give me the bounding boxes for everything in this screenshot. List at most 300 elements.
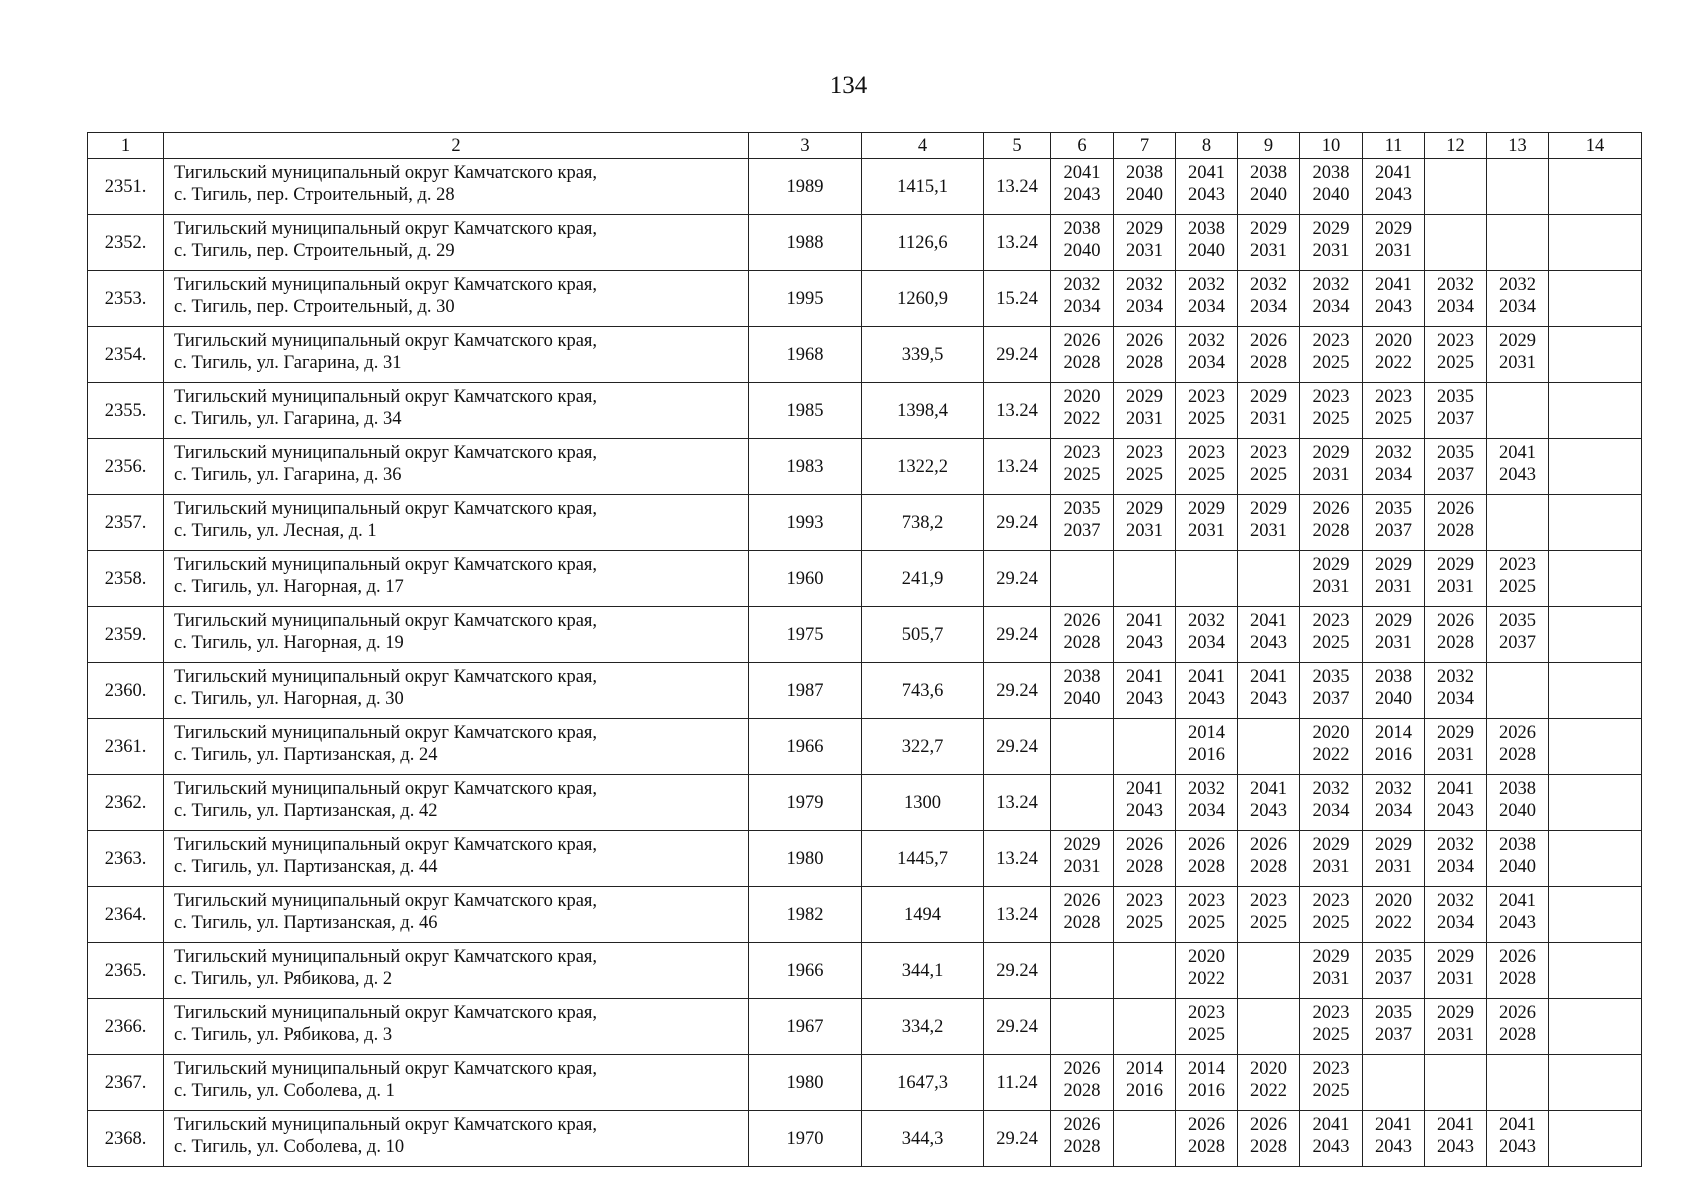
table-row bbox=[88, 1111, 1642, 1167]
row-number-cell: 2357. bbox=[88, 495, 164, 551]
code-cell: 29.24 bbox=[984, 607, 1051, 663]
work-period-cell bbox=[1300, 383, 1363, 439]
work-period-cell bbox=[1487, 439, 1549, 495]
period-start-year: 2029 bbox=[1250, 499, 1287, 519]
table-row bbox=[88, 775, 1642, 831]
address-line: с. Тигиль, ул. Соболева, д. 1 bbox=[174, 1081, 395, 1101]
work-period-cell bbox=[1176, 663, 1238, 719]
period-end-year: 2043 bbox=[1250, 633, 1287, 653]
code-cell: 29.24 bbox=[984, 1111, 1051, 1167]
work-period-cell bbox=[1238, 495, 1300, 551]
row-number-cell: 2359. bbox=[88, 607, 164, 663]
period-end-year: 2028 bbox=[1250, 1137, 1287, 1157]
period-end-year: 2028 bbox=[1063, 633, 1101, 653]
period-start-year: 2029 bbox=[1375, 555, 1412, 575]
table-row bbox=[88, 383, 1642, 439]
work-period-cell bbox=[1300, 607, 1363, 663]
address-line: с. Тигиль, пер. Строительный, д. 28 bbox=[174, 185, 455, 205]
period-start-year: 2026 bbox=[1063, 611, 1101, 631]
period-start-year: 2041 bbox=[1437, 1115, 1474, 1135]
period-end-year: 2034 bbox=[1188, 297, 1225, 317]
work-period-cell bbox=[1114, 999, 1176, 1055]
work-period-cell bbox=[1363, 327, 1425, 383]
work-period-cell bbox=[1114, 215, 1176, 271]
work-period-cell bbox=[1114, 495, 1176, 551]
period-start-year: 2038 bbox=[1312, 163, 1350, 183]
area-cell: 1260,9 bbox=[862, 271, 984, 327]
period-end-year: 2028 bbox=[1188, 857, 1225, 877]
period-start-year: 2026 bbox=[1499, 723, 1536, 743]
period-start-year: 2029 bbox=[1312, 835, 1350, 855]
work-period-cell bbox=[1051, 663, 1114, 719]
work-period-cell bbox=[1300, 1111, 1363, 1167]
period-start-year: 2032 bbox=[1188, 611, 1225, 631]
year-built-cell: 1970 bbox=[749, 1111, 862, 1167]
period-end-year: 2043 bbox=[1375, 1137, 1412, 1157]
period-start-year: 2035 bbox=[1063, 499, 1101, 519]
work-period-cell bbox=[1238, 327, 1300, 383]
work-period-cell bbox=[1051, 159, 1114, 215]
row-number-cell: 2367. bbox=[88, 1055, 164, 1111]
year-built-cell: 1985 bbox=[749, 383, 862, 439]
work-period-cell bbox=[1549, 943, 1642, 999]
code-cell: 29.24 bbox=[984, 495, 1051, 551]
work-period-cell bbox=[1425, 1055, 1487, 1111]
row-number-cell: 2354. bbox=[88, 327, 164, 383]
year-built-cell: 1980 bbox=[749, 1055, 862, 1111]
column-header-4: 4 bbox=[862, 133, 984, 159]
period-end-year: 2031 bbox=[1312, 577, 1350, 597]
period-end-year: 2022 bbox=[1312, 745, 1350, 765]
address-line: Тигильский муниципальный округ Камчатского края, bbox=[174, 331, 598, 351]
period-end-year: 2037 bbox=[1375, 521, 1412, 541]
period-start-year: 2032 bbox=[1437, 667, 1474, 687]
table-row bbox=[88, 551, 1642, 607]
work-period-cell bbox=[1363, 775, 1425, 831]
work-period-cell bbox=[1238, 551, 1300, 607]
period-end-year: 2043 bbox=[1250, 801, 1287, 821]
period-start-year: 2038 bbox=[1499, 835, 1536, 855]
period-start-year: 2032 bbox=[1375, 443, 1412, 463]
year-built-cell: 1988 bbox=[749, 215, 862, 271]
period-start-year: 2026 bbox=[1250, 331, 1287, 351]
work-period-cell bbox=[1051, 775, 1114, 831]
work-period-cell bbox=[1300, 775, 1363, 831]
column-header-12: 12 bbox=[1425, 133, 1487, 159]
period-start-year: 2023 bbox=[1312, 1003, 1350, 1023]
period-end-year: 2040 bbox=[1250, 185, 1287, 205]
work-period-cell bbox=[1363, 495, 1425, 551]
period-end-year: 2028 bbox=[1126, 857, 1163, 877]
period-end-year: 2043 bbox=[1437, 801, 1474, 821]
work-period-cell bbox=[1051, 439, 1114, 495]
area-cell: 241,9 bbox=[862, 551, 984, 607]
period-end-year: 2037 bbox=[1312, 689, 1350, 709]
code-cell: 13.24 bbox=[984, 215, 1051, 271]
period-end-year: 2028 bbox=[1499, 969, 1536, 989]
column-header-11: 11 bbox=[1363, 133, 1425, 159]
address-cell bbox=[164, 943, 749, 999]
work-period-cell bbox=[1051, 551, 1114, 607]
work-period-cell bbox=[1176, 327, 1238, 383]
address-cell bbox=[164, 495, 749, 551]
period-end-year: 2031 bbox=[1375, 857, 1412, 877]
column-header-5: 5 bbox=[984, 133, 1051, 159]
address-line: Тигильский муниципальный округ Камчатского края, bbox=[174, 723, 598, 743]
period-end-year: 2043 bbox=[1126, 689, 1163, 709]
period-start-year: 2026 bbox=[1063, 1115, 1101, 1135]
work-period-cell bbox=[1238, 215, 1300, 271]
address-line: Тигильский муниципальный округ Камчатского края, bbox=[174, 1003, 598, 1023]
work-period-cell bbox=[1238, 607, 1300, 663]
work-period-cell bbox=[1363, 439, 1425, 495]
address-cell bbox=[164, 775, 749, 831]
period-end-year: 2037 bbox=[1437, 409, 1474, 429]
code-cell: 13.24 bbox=[984, 439, 1051, 495]
period-end-year: 2031 bbox=[1250, 521, 1287, 541]
period-start-year: 2041 bbox=[1499, 443, 1536, 463]
area-cell: 1398,4 bbox=[862, 383, 984, 439]
period-start-year: 2023 bbox=[1437, 331, 1474, 351]
year-built-cell: 1975 bbox=[749, 607, 862, 663]
work-period-cell bbox=[1425, 999, 1487, 1055]
code-cell: 29.24 bbox=[984, 719, 1051, 775]
period-start-year: 2020 bbox=[1250, 1059, 1287, 1079]
period-end-year: 2034 bbox=[1250, 297, 1287, 317]
row-number-cell: 2353. bbox=[88, 271, 164, 327]
address-line: с. Тигиль, пер. Строительный, д. 29 bbox=[174, 241, 455, 261]
period-start-year: 2029 bbox=[1375, 219, 1412, 239]
period-end-year: 2025 bbox=[1126, 465, 1163, 485]
work-period-cell bbox=[1051, 383, 1114, 439]
period-start-year: 2038 bbox=[1375, 667, 1412, 687]
period-start-year: 2038 bbox=[1250, 163, 1287, 183]
period-start-year: 2026 bbox=[1437, 611, 1474, 631]
address-line: с. Тигиль, ул. Гагарина, д. 36 bbox=[174, 465, 402, 485]
work-period-cell bbox=[1238, 887, 1300, 943]
period-start-year: 2023 bbox=[1312, 611, 1350, 631]
table-row bbox=[88, 663, 1642, 719]
period-start-year: 2014 bbox=[1126, 1059, 1163, 1079]
work-period-cell bbox=[1300, 887, 1363, 943]
address-line: Тигильский муниципальный округ Камчатского края, bbox=[174, 1115, 598, 1135]
period-end-year: 2034 bbox=[1375, 465, 1412, 485]
period-start-year: 2026 bbox=[1250, 835, 1287, 855]
period-start-year: 2038 bbox=[1063, 667, 1101, 687]
work-period-cell bbox=[1300, 439, 1363, 495]
period-end-year: 2022 bbox=[1375, 353, 1412, 373]
work-period-cell bbox=[1238, 775, 1300, 831]
period-end-year: 2022 bbox=[1063, 409, 1101, 429]
area-cell: 322,7 bbox=[862, 719, 984, 775]
address-line: Тигильский муниципальный округ Камчатского края, bbox=[174, 499, 598, 519]
period-start-year: 2014 bbox=[1188, 723, 1225, 743]
address-line: Тигильский муниципальный округ Камчатского края, bbox=[174, 891, 598, 911]
period-start-year: 2032 bbox=[1312, 275, 1350, 295]
work-period-cell bbox=[1363, 719, 1425, 775]
work-period-cell bbox=[1300, 271, 1363, 327]
row-number-cell: 2360. bbox=[88, 663, 164, 719]
work-period-cell bbox=[1300, 999, 1363, 1055]
work-period-cell bbox=[1114, 439, 1176, 495]
period-end-year: 2031 bbox=[1499, 353, 1536, 373]
period-end-year: 2037 bbox=[1499, 633, 1536, 653]
table-row bbox=[88, 607, 1642, 663]
period-end-year: 2031 bbox=[1126, 241, 1163, 261]
work-period-cell bbox=[1176, 775, 1238, 831]
address-line: Тигильский муниципальный округ Камчатского края, bbox=[174, 667, 598, 687]
period-end-year: 2043 bbox=[1375, 297, 1412, 317]
year-built-cell: 1983 bbox=[749, 439, 862, 495]
work-period-cell bbox=[1487, 1055, 1549, 1111]
period-end-year: 2028 bbox=[1126, 353, 1163, 373]
work-period-cell bbox=[1300, 719, 1363, 775]
column-header-13: 13 bbox=[1487, 133, 1549, 159]
row-number-cell: 2363. bbox=[88, 831, 164, 887]
period-start-year: 2023 bbox=[1188, 443, 1225, 463]
area-cell: 339,5 bbox=[862, 327, 984, 383]
work-period-cell bbox=[1425, 383, 1487, 439]
header-row bbox=[88, 133, 1642, 159]
work-period-cell bbox=[1238, 831, 1300, 887]
period-end-year: 2028 bbox=[1063, 1137, 1101, 1157]
address-cell bbox=[164, 719, 749, 775]
period-start-year: 2020 bbox=[1063, 387, 1101, 407]
area-cell: 738,2 bbox=[862, 495, 984, 551]
period-start-year: 2014 bbox=[1375, 723, 1412, 743]
work-period-cell bbox=[1363, 159, 1425, 215]
row-number-cell: 2351. bbox=[88, 159, 164, 215]
work-period-cell bbox=[1176, 943, 1238, 999]
period-end-year: 2025 bbox=[1188, 1025, 1225, 1045]
period-end-year: 2043 bbox=[1312, 1137, 1350, 1157]
work-period-cell bbox=[1363, 943, 1425, 999]
work-period-cell bbox=[1363, 663, 1425, 719]
address-line: Тигильский муниципальный округ Камчатского края, bbox=[174, 219, 598, 239]
work-period-cell bbox=[1425, 775, 1487, 831]
work-period-cell bbox=[1487, 831, 1549, 887]
address-line: с. Тигиль, ул. Партизанская, д. 24 bbox=[174, 745, 438, 765]
period-start-year: 2035 bbox=[1375, 947, 1412, 967]
period-start-year: 2041 bbox=[1499, 891, 1536, 911]
area-cell: 334,2 bbox=[862, 999, 984, 1055]
year-built-cell: 1980 bbox=[749, 831, 862, 887]
work-period-cell bbox=[1238, 719, 1300, 775]
period-end-year: 2040 bbox=[1499, 857, 1536, 877]
period-start-year: 2032 bbox=[1375, 779, 1412, 799]
period-start-year: 2026 bbox=[1063, 331, 1101, 351]
area-cell: 1647,3 bbox=[862, 1055, 984, 1111]
work-period-cell bbox=[1114, 159, 1176, 215]
period-end-year: 2022 bbox=[1375, 913, 1412, 933]
period-end-year: 2031 bbox=[1437, 969, 1474, 989]
address-cell bbox=[164, 215, 749, 271]
table-row bbox=[88, 215, 1642, 271]
period-end-year: 2040 bbox=[1375, 689, 1412, 709]
work-period-cell bbox=[1176, 159, 1238, 215]
work-period-cell bbox=[1363, 271, 1425, 327]
area-cell: 743,6 bbox=[862, 663, 984, 719]
period-end-year: 2034 bbox=[1437, 689, 1474, 709]
period-end-year: 2025 bbox=[1312, 409, 1350, 429]
period-end-year: 2040 bbox=[1063, 689, 1101, 709]
area-cell: 505,7 bbox=[862, 607, 984, 663]
period-end-year: 2031 bbox=[1126, 521, 1163, 541]
work-period-cell bbox=[1363, 1111, 1425, 1167]
work-period-cell bbox=[1363, 383, 1425, 439]
period-end-year: 2043 bbox=[1126, 633, 1163, 653]
period-start-year: 2020 bbox=[1188, 947, 1225, 967]
period-start-year: 2026 bbox=[1437, 499, 1474, 519]
code-cell: 13.24 bbox=[984, 383, 1051, 439]
work-period-cell bbox=[1300, 943, 1363, 999]
work-period-cell bbox=[1051, 719, 1114, 775]
table-row bbox=[88, 831, 1642, 887]
period-start-year: 2026 bbox=[1312, 499, 1350, 519]
period-end-year: 2025 bbox=[1312, 1081, 1350, 1101]
period-end-year: 2031 bbox=[1312, 857, 1350, 877]
address-line: с. Тигиль, ул. Гагарина, д. 34 bbox=[174, 409, 402, 429]
period-start-year: 2029 bbox=[1437, 947, 1474, 967]
year-built-cell: 1987 bbox=[749, 663, 862, 719]
work-period-cell bbox=[1051, 215, 1114, 271]
period-end-year: 2040 bbox=[1188, 241, 1225, 261]
work-period-cell bbox=[1300, 159, 1363, 215]
address-line: с. Тигиль, ул. Рябикова, д. 2 bbox=[174, 969, 393, 989]
period-start-year: 2035 bbox=[1499, 611, 1536, 631]
period-end-year: 2043 bbox=[1126, 801, 1163, 821]
period-end-year: 2031 bbox=[1375, 241, 1412, 261]
period-start-year: 2041 bbox=[1375, 275, 1412, 295]
work-period-cell bbox=[1363, 607, 1425, 663]
address-line: с. Тигиль, ул. Партизанская, д. 46 bbox=[174, 913, 438, 933]
period-start-year: 2029 bbox=[1126, 387, 1163, 407]
work-period-cell bbox=[1425, 159, 1487, 215]
work-period-cell bbox=[1425, 1111, 1487, 1167]
period-end-year: 2040 bbox=[1499, 801, 1536, 821]
address-line: Тигильский муниципальный округ Камчатского края, bbox=[174, 1059, 598, 1079]
work-period-cell bbox=[1300, 495, 1363, 551]
work-period-cell bbox=[1114, 831, 1176, 887]
period-end-year: 2037 bbox=[1375, 1025, 1412, 1045]
work-period-cell bbox=[1549, 159, 1642, 215]
work-period-cell bbox=[1487, 271, 1549, 327]
period-end-year: 2028 bbox=[1499, 1025, 1536, 1045]
year-built-cell: 1979 bbox=[749, 775, 862, 831]
work-period-cell bbox=[1363, 1055, 1425, 1111]
period-start-year: 2029 bbox=[1375, 611, 1412, 631]
period-end-year: 2031 bbox=[1312, 241, 1350, 261]
work-period-cell bbox=[1176, 887, 1238, 943]
address-line: Тигильский муниципальный округ Камчатского края, bbox=[174, 275, 598, 295]
table-row bbox=[88, 943, 1642, 999]
period-start-year: 2023 bbox=[1499, 555, 1536, 575]
work-period-cell bbox=[1487, 1111, 1549, 1167]
work-period-cell bbox=[1051, 607, 1114, 663]
period-start-year: 2029 bbox=[1126, 219, 1163, 239]
period-start-year: 2032 bbox=[1188, 779, 1225, 799]
period-end-year: 2028 bbox=[1499, 745, 1536, 765]
period-end-year: 2025 bbox=[1250, 913, 1287, 933]
period-end-year: 2025 bbox=[1063, 465, 1101, 485]
code-cell: 13.24 bbox=[984, 887, 1051, 943]
period-start-year: 2035 bbox=[1375, 1003, 1412, 1023]
period-end-year: 2031 bbox=[1437, 1025, 1474, 1045]
work-period-cell bbox=[1487, 495, 1549, 551]
period-end-year: 2031 bbox=[1063, 857, 1101, 877]
period-start-year: 2023 bbox=[1312, 331, 1350, 351]
page-number: 134 bbox=[829, 72, 868, 99]
work-period-cell bbox=[1238, 159, 1300, 215]
period-start-year: 2026 bbox=[1126, 331, 1163, 351]
period-end-year: 2025 bbox=[1437, 353, 1474, 373]
work-period-cell bbox=[1176, 607, 1238, 663]
period-end-year: 2025 bbox=[1375, 409, 1412, 429]
work-period-cell bbox=[1487, 887, 1549, 943]
period-end-year: 2025 bbox=[1188, 409, 1225, 429]
code-cell: 13.24 bbox=[984, 775, 1051, 831]
period-start-year: 2029 bbox=[1312, 443, 1350, 463]
work-period-cell bbox=[1549, 831, 1642, 887]
period-start-year: 2035 bbox=[1312, 667, 1350, 687]
period-end-year: 2028 bbox=[1250, 353, 1287, 373]
code-cell: 29.24 bbox=[984, 663, 1051, 719]
work-period-cell bbox=[1238, 271, 1300, 327]
work-period-cell bbox=[1425, 271, 1487, 327]
address-line: с. Тигиль, пер. Строительный, д. 30 bbox=[174, 297, 455, 317]
address-line: с. Тигиль, ул. Партизанская, д. 44 bbox=[174, 857, 438, 877]
period-start-year: 2029 bbox=[1437, 723, 1474, 743]
period-end-year: 2034 bbox=[1312, 801, 1350, 821]
period-start-year: 2023 bbox=[1188, 387, 1225, 407]
code-cell: 13.24 bbox=[984, 159, 1051, 215]
period-end-year: 2028 bbox=[1063, 353, 1101, 373]
period-start-year: 2032 bbox=[1250, 275, 1287, 295]
period-start-year: 2023 bbox=[1188, 891, 1225, 911]
row-number-cell: 2368. bbox=[88, 1111, 164, 1167]
code-cell: 11.24 bbox=[984, 1055, 1051, 1111]
period-end-year: 2043 bbox=[1437, 1137, 1474, 1157]
work-period-cell bbox=[1051, 1111, 1114, 1167]
period-start-year: 2026 bbox=[1126, 835, 1163, 855]
period-start-year: 2020 bbox=[1375, 891, 1412, 911]
work-period-cell bbox=[1300, 663, 1363, 719]
work-period-cell bbox=[1425, 607, 1487, 663]
period-start-year: 2041 bbox=[1063, 163, 1101, 183]
row-number-cell: 2356. bbox=[88, 439, 164, 495]
address-line: Тигильский муниципальный округ Камчатского края, bbox=[174, 163, 598, 183]
column-header-2: 2 bbox=[164, 133, 749, 159]
work-period-cell bbox=[1300, 215, 1363, 271]
column-header-6: 6 bbox=[1051, 133, 1114, 159]
work-period-cell bbox=[1487, 719, 1549, 775]
period-end-year: 2016 bbox=[1188, 1081, 1225, 1101]
address-cell bbox=[164, 327, 749, 383]
work-period-cell bbox=[1363, 831, 1425, 887]
work-period-cell bbox=[1549, 271, 1642, 327]
row-number-cell: 2364. bbox=[88, 887, 164, 943]
period-end-year: 2031 bbox=[1188, 521, 1225, 541]
work-period-cell bbox=[1549, 327, 1642, 383]
period-end-year: 2028 bbox=[1063, 1081, 1101, 1101]
table-row bbox=[88, 719, 1642, 775]
address-line: с. Тигиль, ул. Партизанская, д. 42 bbox=[174, 801, 438, 821]
period-start-year: 2038 bbox=[1126, 163, 1163, 183]
period-start-year: 2041 bbox=[1312, 1115, 1350, 1135]
year-built-cell: 1960 bbox=[749, 551, 862, 607]
work-period-cell bbox=[1487, 551, 1549, 607]
area-cell: 1126,6 bbox=[862, 215, 984, 271]
